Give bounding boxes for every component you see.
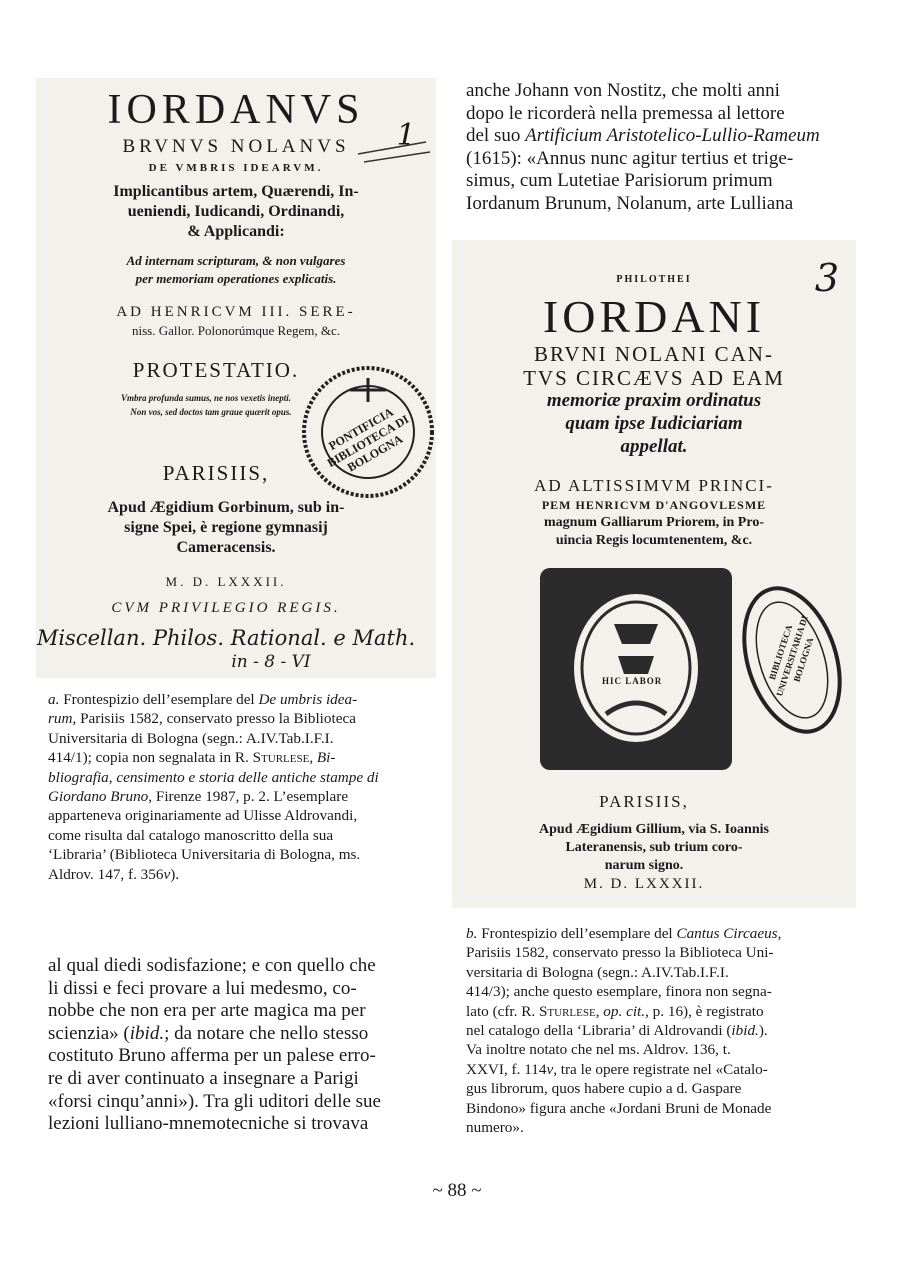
caption-italic: Bi- bbox=[316, 749, 336, 767]
plate-a-city: PARISIIS, bbox=[162, 461, 270, 485]
plate-a-printer: signe Spei, è regione gymnasij bbox=[124, 519, 328, 536]
caption-line: numero». bbox=[466, 1119, 524, 1137]
body-text-right-top bbox=[466, 80, 854, 216]
caption-line: Va inoltre notato che nel ms. Aldrov. 136, t. bbox=[466, 1041, 731, 1059]
text-line: anche Johann von Nostitz, che molti anni bbox=[466, 80, 780, 101]
plate-a-line: ueniendi, Iudicandi, Ordinandi, bbox=[127, 203, 345, 220]
plate-a-manuscript-note: in - 8 - VI bbox=[231, 652, 311, 672]
plate-a-motto: Vmbra profunda sumus, ne nos vexetis inepti. bbox=[120, 393, 292, 403]
caption-line bbox=[48, 787, 438, 806]
caption-run: 414/1); copia non segnalata in R. bbox=[48, 749, 253, 767]
caption-italic: Giordano Bruno bbox=[48, 788, 149, 806]
plate-b-dedication: magnum Galliarum Priorem, in Pro- bbox=[544, 515, 764, 530]
text-line: nobbe che non era per arte magica ma per bbox=[48, 1000, 366, 1022]
author-name: Sturlese bbox=[252, 749, 310, 767]
text-line bbox=[466, 125, 854, 148]
caption-run: Frontespizio dell’esemplare del bbox=[59, 691, 259, 708]
caption-line: apparteneva originariamente ad Ulisse Aldrovandi, bbox=[48, 807, 358, 825]
plate-a-protestatio: PROTESTATIO. bbox=[132, 358, 300, 382]
caption-line bbox=[466, 1060, 852, 1079]
text-line: dopo le ricorderà nella premessa al lettore bbox=[466, 102, 785, 124]
plate-b-date: M. D. LXXXII. bbox=[583, 876, 705, 892]
plate-a-author: BRVNVS NOLANVS bbox=[122, 136, 350, 157]
caption-run: nel catalogo della ‘Libraria’ di Aldrovandi ( bbox=[466, 1022, 732, 1040]
caption-run: ). bbox=[758, 1022, 768, 1040]
printer-emblem bbox=[536, 564, 736, 774]
plate-cantus-circaeus-title-page bbox=[452, 240, 856, 908]
plate-a-dedication: niss. Gallor. Polonorúmque Regem, &c. bbox=[132, 323, 340, 338]
plate-b-printer: Apud Ægidium Gillium, via S. Ioannis bbox=[539, 822, 769, 837]
text-line: re di aver continuato a insegnare a Parigi bbox=[48, 1067, 359, 1089]
text-line: al qual diedi sodisfazione; e con quello che bbox=[48, 955, 376, 976]
plate-b-printer: narum signo. bbox=[604, 858, 684, 873]
caption-line bbox=[48, 748, 438, 767]
plate-de-umbris-title-page bbox=[36, 78, 436, 678]
caption-line: Universitaria di Bologna (segn.: A.IV.Tab.I.F.I. bbox=[48, 729, 334, 747]
plate-a-date: M. D. LXXXII. bbox=[165, 574, 287, 589]
plate-a-line: & Applicandi: bbox=[187, 223, 285, 240]
plate-b-city: PARISIIS, bbox=[599, 792, 689, 811]
plate-b-line: BRVNI NOLANI CAN- bbox=[534, 342, 774, 366]
caption-line bbox=[48, 709, 438, 728]
caption-italic: Cantus Circaeus bbox=[676, 925, 778, 942]
plate-b-dedication: uincia Regis locumtenentem, &c. bbox=[555, 533, 753, 548]
caption-italic: De umbris idea- bbox=[258, 691, 358, 708]
caption-italic: ibid. bbox=[731, 1022, 759, 1040]
caption-run: lato (cfr. R. bbox=[466, 1002, 539, 1020]
caption-run: XXVI, f. 114 bbox=[466, 1060, 547, 1078]
caption-run: Frontespizio dell’esemplare del bbox=[477, 925, 677, 942]
library-stamp-text: BIBLIOTECA UNIVERSITARIA DI BOLOGNA bbox=[767, 614, 816, 698]
caption-italic: op. cit. bbox=[603, 1002, 646, 1020]
text-line: costituto Bruno afferma per un palese erro- bbox=[48, 1045, 376, 1067]
emblem-motto: HIC LABOR bbox=[602, 676, 663, 686]
caption-line bbox=[48, 865, 438, 884]
caption-run: ). bbox=[170, 865, 180, 883]
pen-stroke-decoration bbox=[354, 136, 434, 166]
caption-line bbox=[466, 924, 852, 943]
caption-line bbox=[466, 1002, 852, 1021]
caption-line: come risulta dal catalogo manoscritto della sua bbox=[48, 826, 334, 844]
plate-a-manuscript-note: Miscellan. Philos. Rational. e Math. bbox=[36, 626, 416, 650]
text-italic: ibid. bbox=[129, 1022, 165, 1044]
caption-line bbox=[48, 690, 438, 709]
caption-letter: a. bbox=[48, 691, 60, 708]
caption-run: , bbox=[595, 1002, 604, 1020]
figure-caption-b bbox=[466, 924, 852, 1137]
caption-line: ‘Libraria’ (Biblioteca Universitaria di Bologna, ms. bbox=[48, 846, 361, 864]
caption-line: Bindono» figura anche «Jordani Bruni de Monade bbox=[466, 1099, 772, 1117]
plate-b-mark: 3 bbox=[814, 256, 840, 300]
author-name: Sturlese bbox=[538, 1002, 596, 1020]
body-text-left-bottom bbox=[48, 955, 438, 1136]
caption-run: , Firenze 1987, p. 2. L’esemplare bbox=[148, 788, 349, 806]
caption-run: , Parisiis 1582, conservato presso la Biblioteca bbox=[72, 710, 356, 728]
plate-b-line: memoriæ praxim ordinatus bbox=[546, 390, 762, 411]
plate-a-mark: 1 bbox=[396, 118, 416, 153]
text-line: li dissi e feci provare a lui medesmo, co- bbox=[48, 977, 357, 999]
caption-line: Parisiis 1582, conservato presso la Biblioteca Uni- bbox=[466, 944, 774, 962]
caption-line: versitaria di Bologna (segn.: A.IV.Tab.I.F.I. bbox=[466, 963, 729, 981]
text-line: «forsi cinqu’anni»). Tra gli uditori delle sue bbox=[48, 1090, 381, 1112]
plate-a-printer: Apud Ægidium Gorbinum, sub in- bbox=[107, 499, 345, 516]
caption-run: , p. 16), è registrato bbox=[645, 1002, 764, 1020]
library-stamp-text: PONTIFICIA BIBLIOTECA DI BOLOGNA bbox=[324, 404, 412, 475]
caption-italic: v bbox=[546, 1060, 554, 1078]
text-run: del suo bbox=[466, 125, 526, 147]
plate-b-printer: Lateranensis, sub trium coro- bbox=[565, 840, 743, 855]
plate-a-motto: Non vos, sed doctos tam graue quærit opus. bbox=[130, 407, 292, 417]
plate-a-title: IORDANVS bbox=[107, 87, 365, 133]
caption-italic: v bbox=[163, 865, 171, 883]
text-line: Iordanum Brunum, Nolanum, arte Lulliana bbox=[466, 192, 794, 214]
text-line: simus, cum Lutetiae Parisiorum primum bbox=[466, 170, 773, 192]
plate-a-dedication: AD HENRICVM III. SERE- bbox=[116, 304, 356, 320]
page-number: ~ 88 ~ bbox=[432, 1180, 482, 1201]
text-line bbox=[48, 1023, 438, 1046]
figure-caption-a bbox=[48, 690, 438, 884]
caption-run: , bbox=[777, 925, 782, 942]
caption-line: 414/3); anche questo esemplare, finora non segna- bbox=[466, 983, 772, 1001]
plate-a-privilege: CVM PRIVILEGIO REGIS. bbox=[111, 600, 341, 616]
plate-b-line: appellat. bbox=[620, 436, 688, 457]
text-run: ; da notare che nello stesso bbox=[164, 1022, 369, 1044]
caption-run: Aldrov. 147, f. 356 bbox=[48, 865, 164, 883]
plate-a-line: per memoriam operationes explicatis. bbox=[135, 271, 337, 286]
caption-run: , tra le opere registrate nel «Catalo- bbox=[553, 1060, 768, 1078]
text-run: scienzia» ( bbox=[48, 1022, 130, 1044]
text-line: lezioni lulliano-mnemotecniche si trovava bbox=[48, 1113, 369, 1135]
text-line: (1615): «Annus nunc agitur tertius et trige- bbox=[466, 147, 794, 169]
caption-line bbox=[466, 1021, 852, 1040]
work-title: Artificium Aristotelico-Lullio-Rameum bbox=[525, 125, 820, 147]
plate-a-printer: Cameracensis. bbox=[176, 539, 276, 556]
caption-line bbox=[48, 768, 438, 787]
plate-a-line: Ad internam scripturam, & non vulgares bbox=[126, 253, 346, 268]
plate-b-line: quam ipse Iudiciariam bbox=[565, 413, 743, 434]
plate-a-line: Implicantibus artem, Quærendi, In- bbox=[113, 183, 359, 200]
caption-run: , bbox=[309, 749, 317, 767]
plate-b-dedication: AD ALTISSIMVM PRINCI- bbox=[534, 476, 774, 495]
caption-letter: b. bbox=[466, 925, 478, 942]
plate-b-title: IORDANI bbox=[542, 291, 766, 342]
caption-line: gus librorum, quos habere cupio a d. Gaspare bbox=[466, 1080, 742, 1098]
caption-italic: bliografia, censimento e storia delle antiche stampe di bbox=[48, 768, 379, 786]
plate-a-work: DE VMBRIS IDEARVM. bbox=[148, 162, 324, 174]
plate-b-line: TVS CIRCÆVS AD EAM bbox=[523, 366, 785, 390]
plate-b-author-prefix: PHILOTHEI bbox=[616, 274, 692, 285]
plate-b-dedication: PEM HENRICVM D'ANGOVLESME bbox=[541, 498, 767, 512]
caption-italic: rum bbox=[48, 710, 73, 728]
